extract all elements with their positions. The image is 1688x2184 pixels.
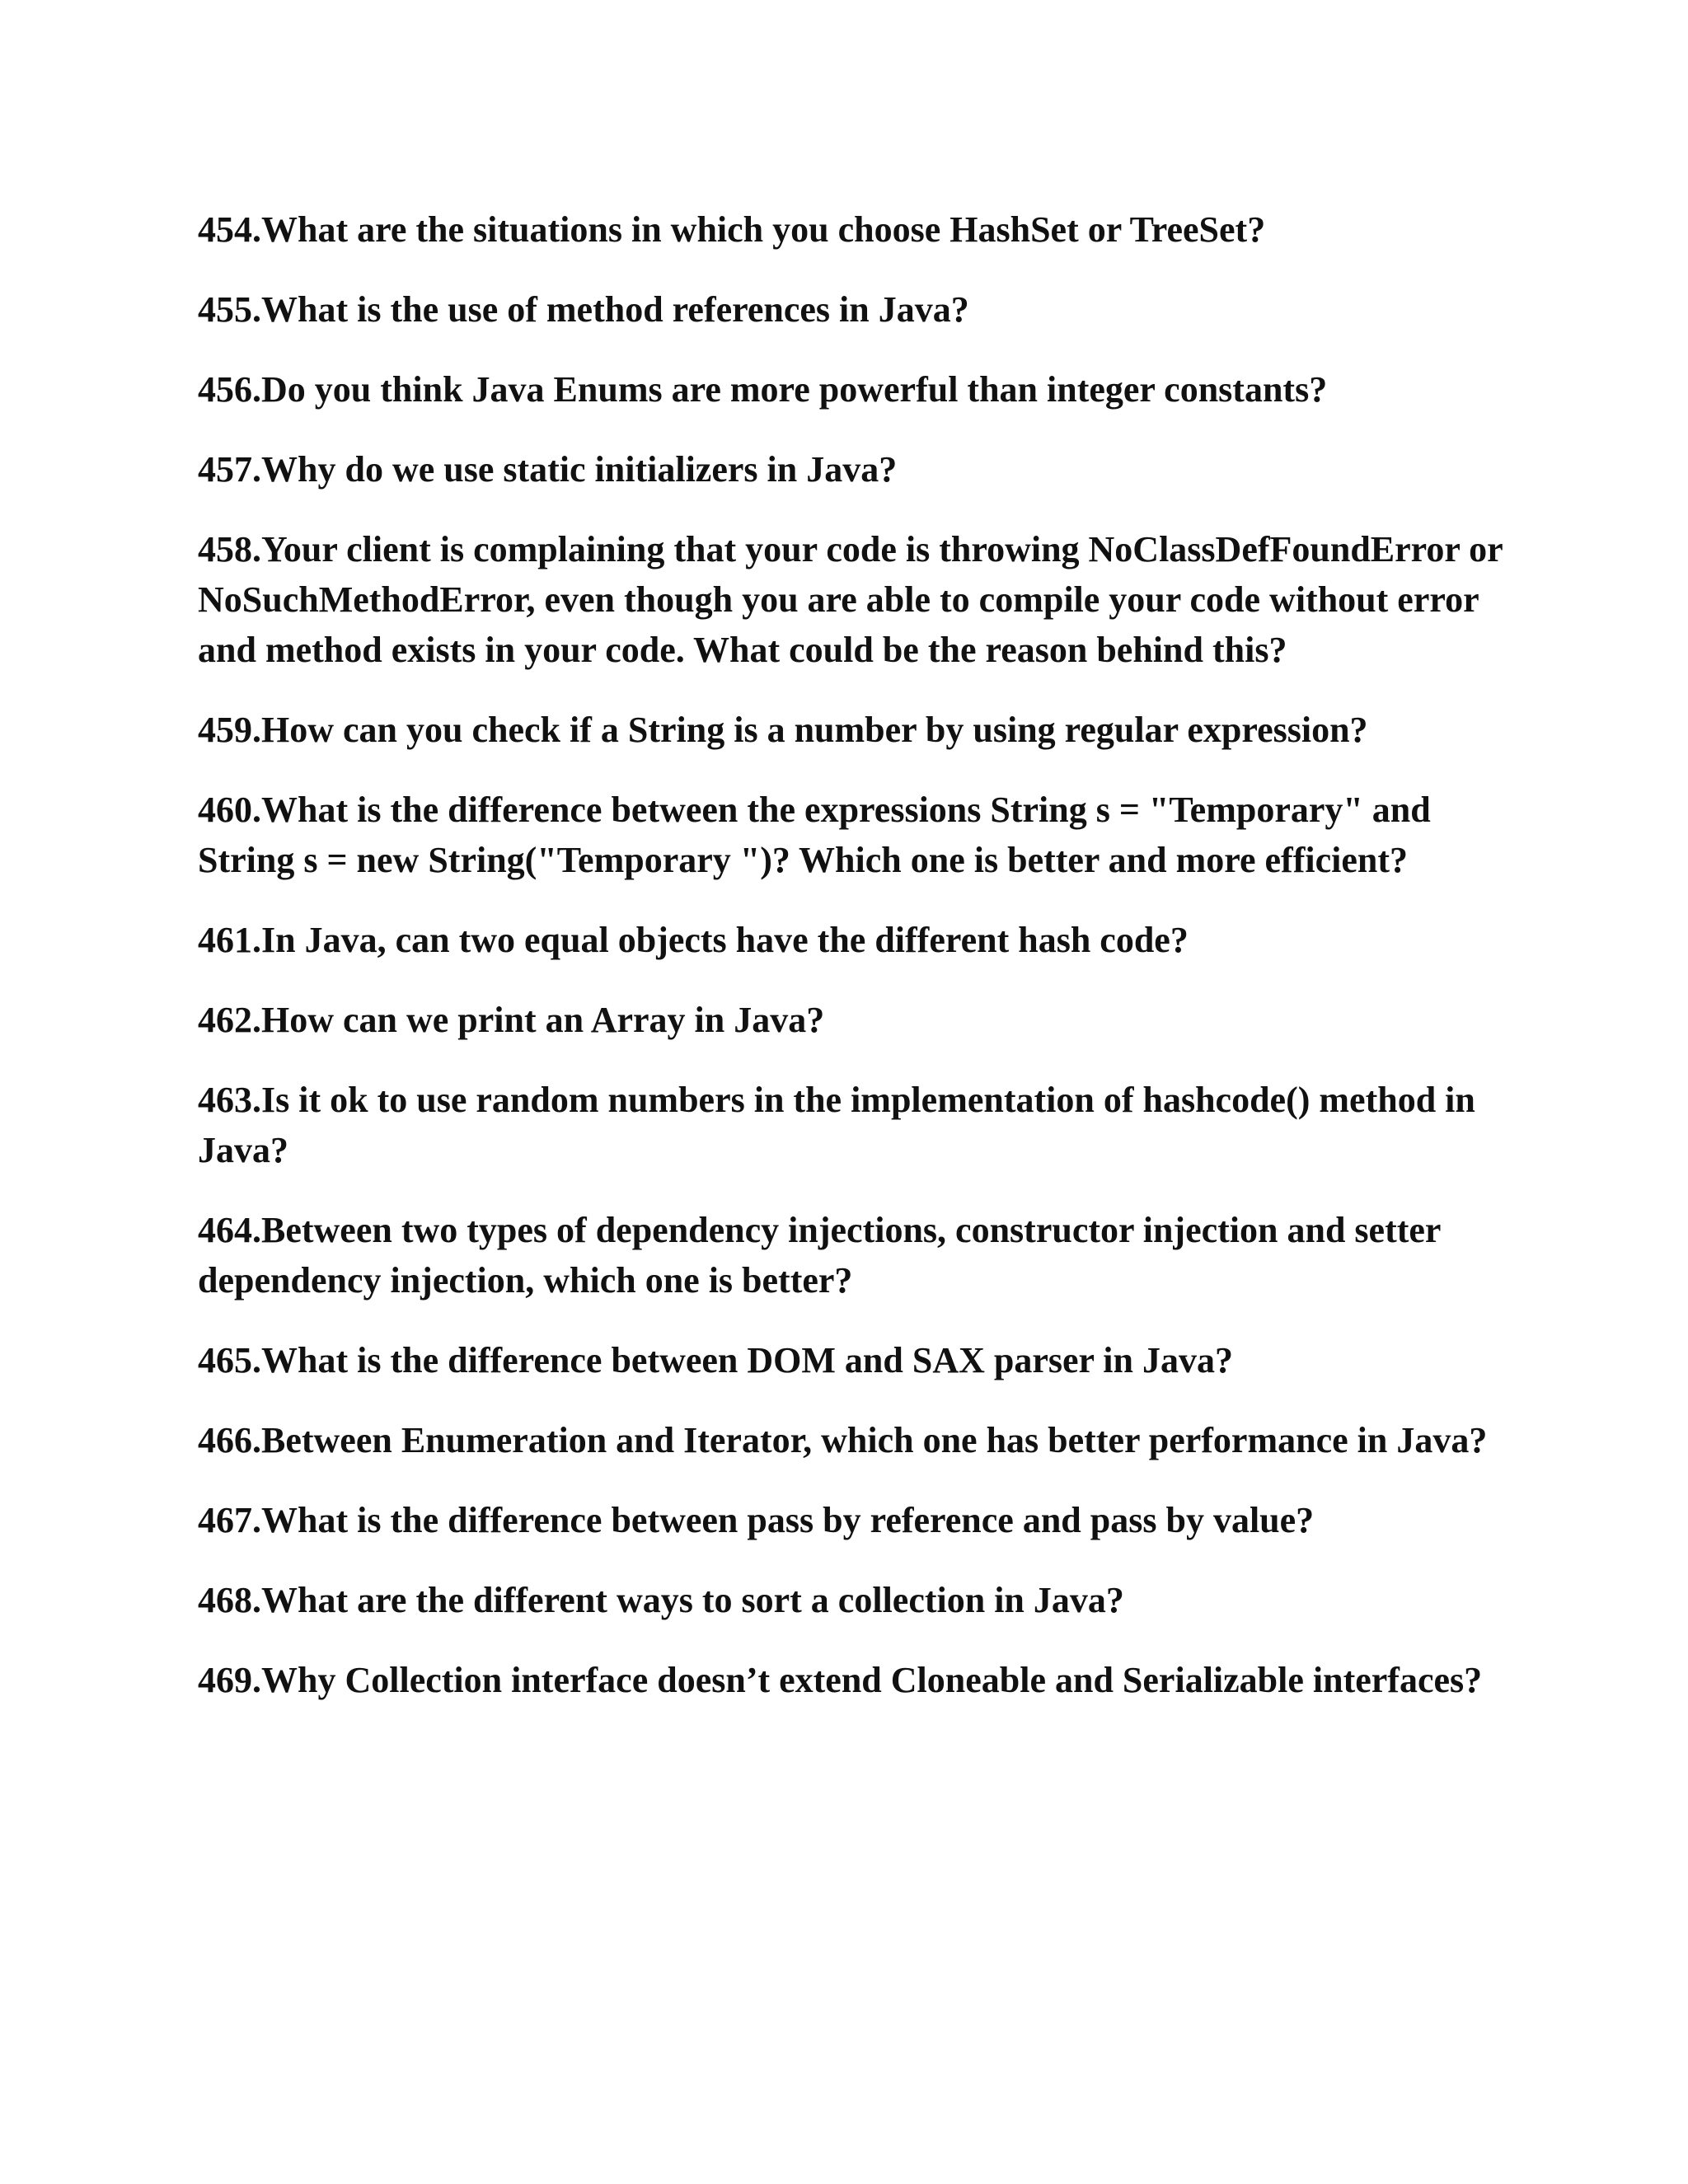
question-list — [198, 204, 1508, 1735]
question-text: Do you think Java Enums are more powerful than integer constants? — [261, 369, 1328, 410]
question-text: Between Enumeration and Iterator, which one has better performance in Java? — [261, 1420, 1488, 1460]
question-text: Why do we use static initializers in Java? — [261, 449, 898, 490]
question-number: 467. — [198, 1500, 261, 1540]
question-item — [198, 1205, 1508, 1305]
question-item — [198, 1335, 1508, 1385]
question-number: 456. — [198, 369, 261, 410]
question-text: Between two types of dependency injections, constructor injection and setter dependency injection, which one is better? — [198, 1210, 1441, 1301]
question-text: What is the difference between DOM and SAX parser in Java? — [261, 1340, 1233, 1380]
question-text: In Java, can two equal objects have the different hash code? — [261, 920, 1189, 960]
question-item — [198, 444, 1508, 494]
question-text: What is the use of method references in Java? — [261, 289, 969, 330]
question-item — [198, 284, 1508, 335]
question-text: How can you check if a String is a number by using regular expression? — [261, 710, 1368, 750]
question-text: What is the difference between the expressions String s = "Temporary" and String s = new String("Temporary ")? Which one is better and more efficient? — [198, 790, 1431, 880]
question-item — [198, 524, 1508, 675]
question-text: What are the different ways to sort a collection in Java? — [261, 1580, 1124, 1620]
question-item — [198, 1415, 1508, 1465]
question-text: How can we print an Array in Java? — [261, 1000, 825, 1040]
question-item — [198, 915, 1508, 965]
question-text: What is the difference between pass by reference and pass by value? — [261, 1500, 1315, 1540]
question-item — [198, 204, 1508, 255]
question-text: Your client is complaining that your code is throwing NoClassDefFoundError or NoSuchMethodError, even though you are able to compile your code without error and method exists in your code. What could be the reason behind this? — [198, 529, 1503, 670]
question-item — [198, 364, 1508, 415]
question-text: Is it ok to use random numbers in the implementation of hashcode() method in Java? — [198, 1080, 1475, 1170]
question-item — [198, 1655, 1508, 1705]
question-number: 465. — [198, 1340, 261, 1380]
question-number: 454. — [198, 209, 261, 250]
question-number: 461. — [198, 920, 261, 960]
question-number: 460. — [198, 790, 261, 830]
question-number: 459. — [198, 710, 261, 750]
question-number: 458. — [198, 529, 261, 569]
question-item — [198, 1075, 1508, 1175]
question-text: What are the situations in which you choose HashSet or TreeSet? — [261, 209, 1266, 250]
question-item — [198, 995, 1508, 1045]
question-item — [198, 785, 1508, 885]
question-number: 457. — [198, 449, 261, 490]
question-item — [198, 705, 1508, 755]
question-number: 464. — [198, 1210, 261, 1250]
question-number: 468. — [198, 1580, 261, 1620]
question-number: 466. — [198, 1420, 261, 1460]
question-number: 455. — [198, 289, 261, 330]
question-text: Why Collection interface doesn’t extend Cloneable and Serializable interfaces? — [261, 1660, 1483, 1700]
question-item — [198, 1575, 1508, 1625]
question-number: 469. — [198, 1660, 261, 1700]
question-item — [198, 1495, 1508, 1545]
question-number: 462. — [198, 1000, 261, 1040]
question-number: 463. — [198, 1080, 261, 1120]
